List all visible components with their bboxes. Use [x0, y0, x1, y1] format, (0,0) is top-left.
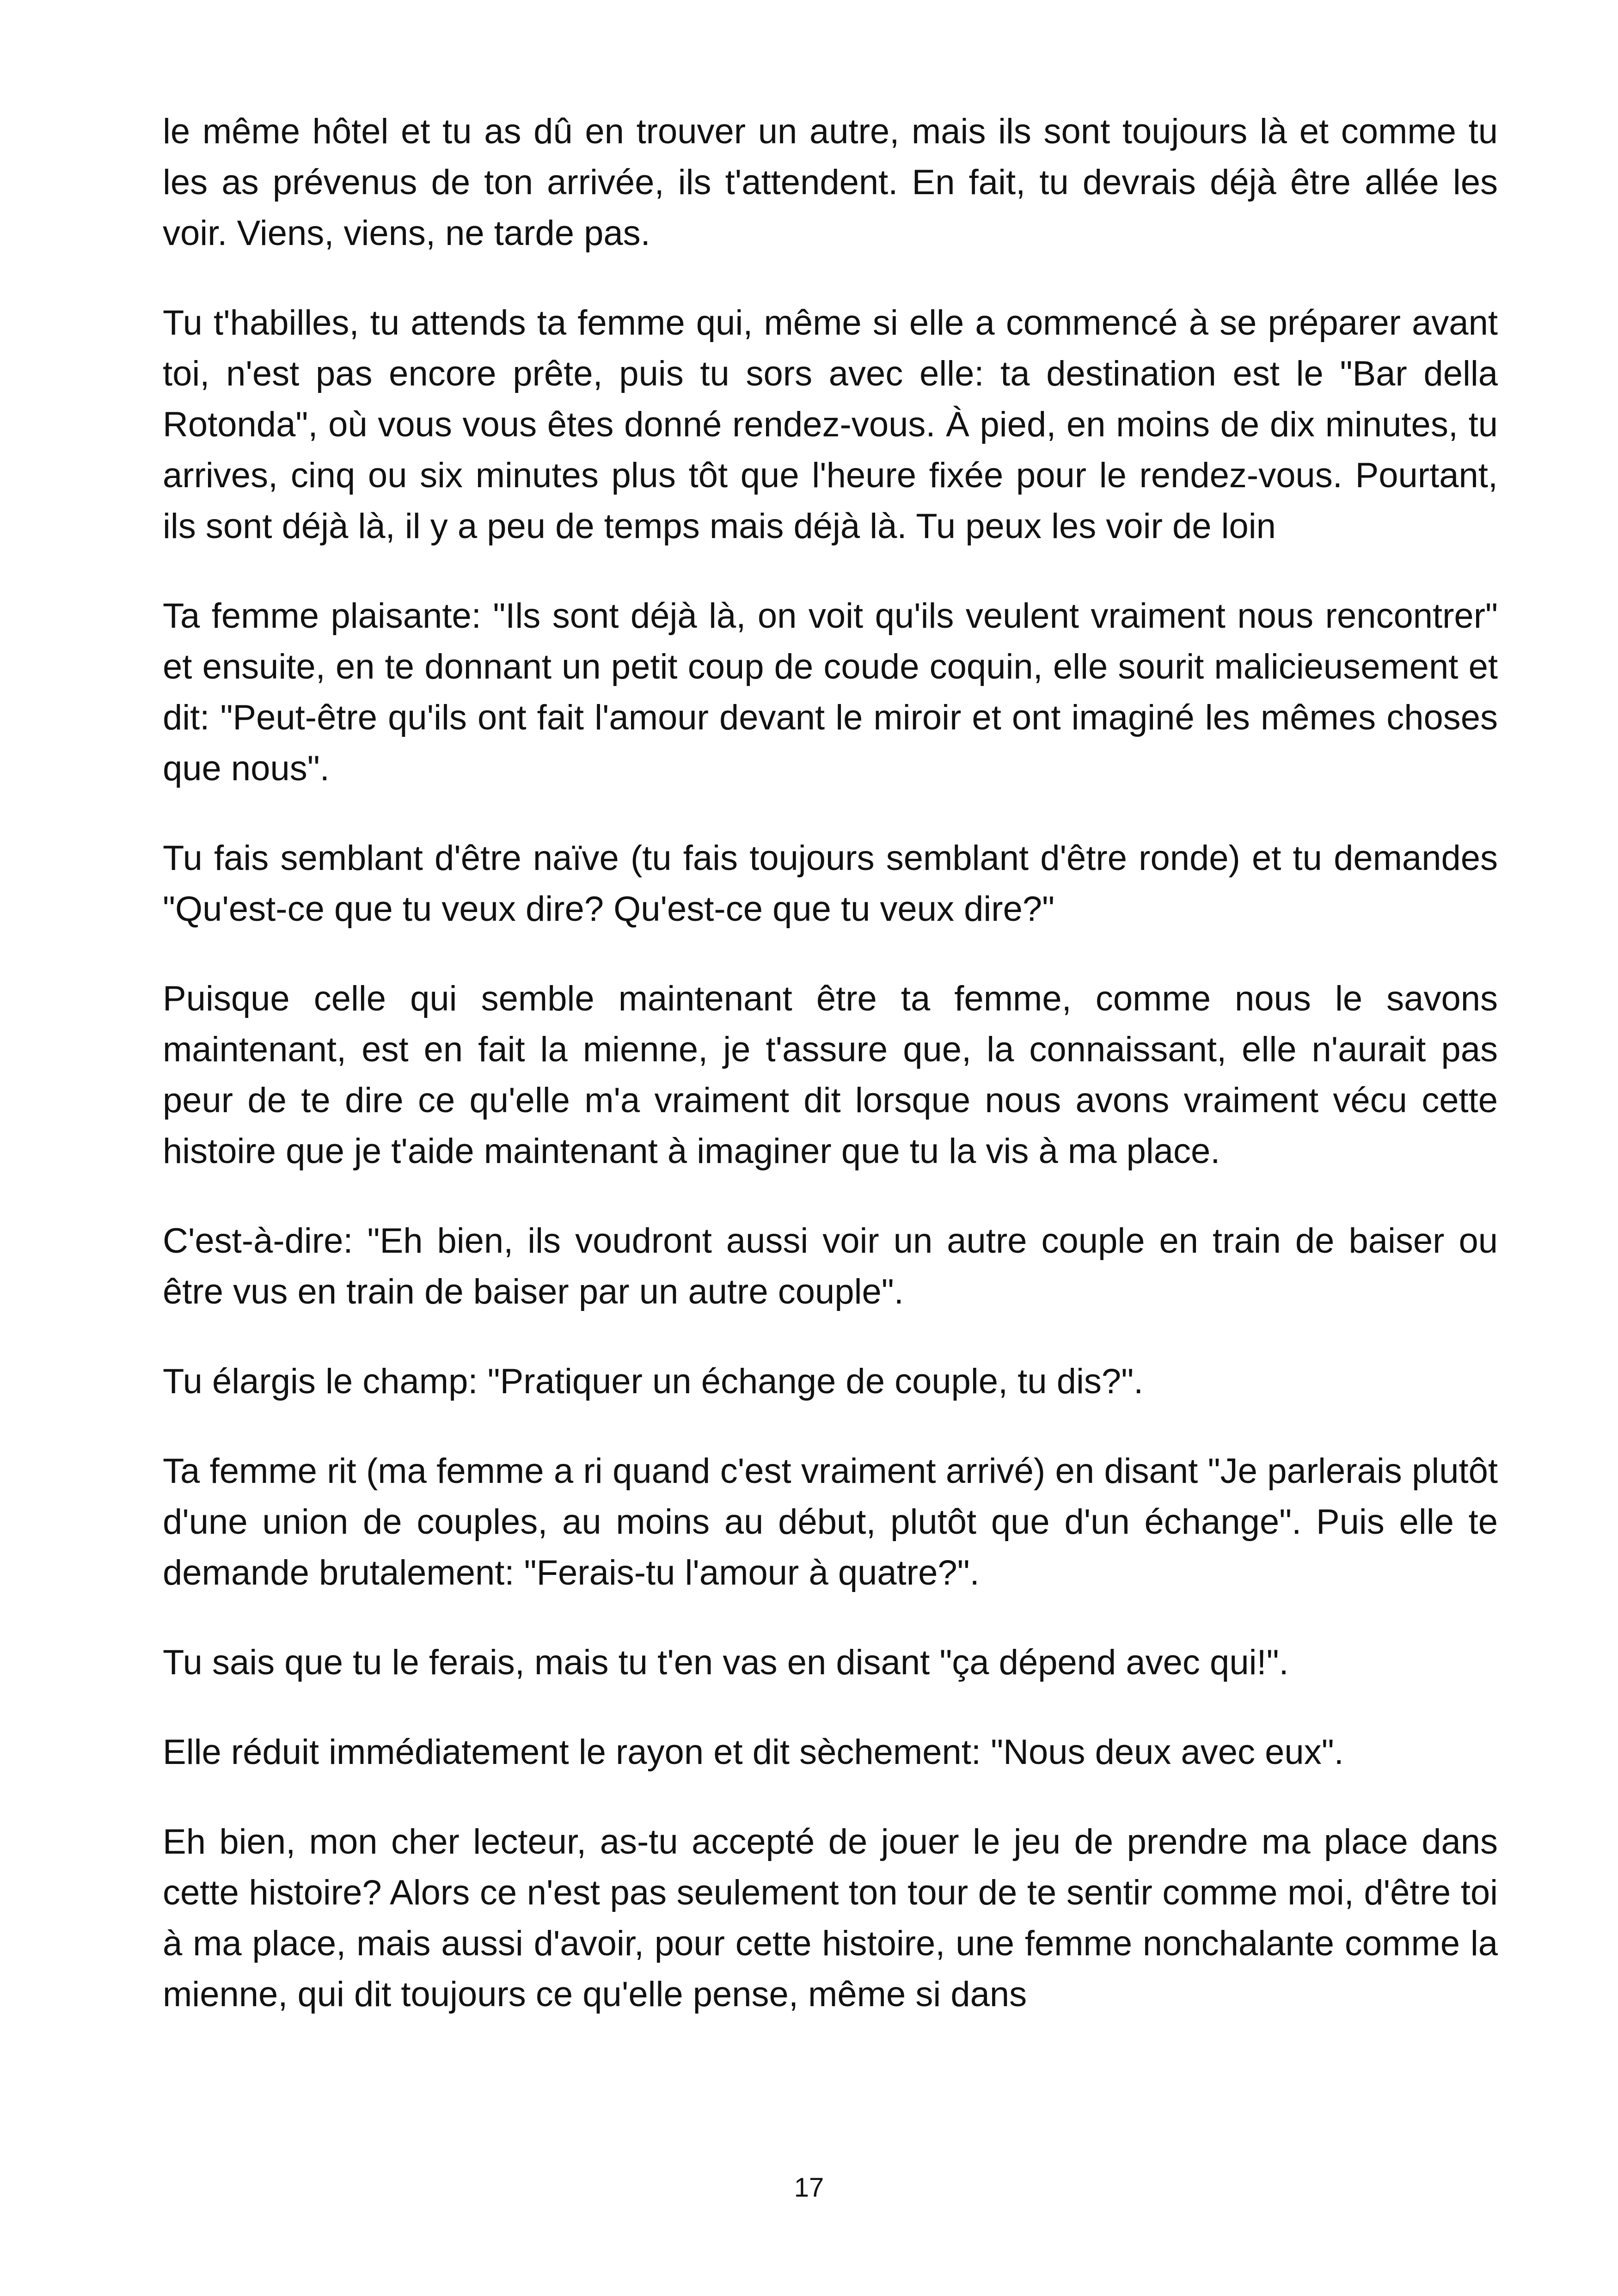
paragraph-4: Tu fais semblant d'être naïve (tu fais toujours semblant d'être ronde) et tu demandes "Qu'est-ce que tu veux dire? Qu'est-ce que tu veux dire?"	[163, 839, 1498, 929]
page-number: 17	[794, 2173, 824, 2203]
paragraph-3: Ta femme plaisante: "Ils sont déjà là, on voit qu'ils veulent vraiment nous rencontrer" et ensuite, en te donnant un petit coup de coude coquin, elle sourit malicieusement et dit: "Peut-être qu'ils ont fait l'amour devant le miroir et ont imaginé les mêmes choses que nous".	[163, 596, 1498, 788]
paragraph-10: Elle réduit immédiatement le rayon et dit sèchement: "Nous deux avec eux".	[163, 1733, 1344, 1772]
paragraph-9: Tu sais que tu le ferais, mais tu t'en vas en disant "ça dépend avec qui!".	[163, 1643, 1289, 1682]
paragraph-11: Eh bien, mon cher lecteur, as-tu accepté de jouer le jeu de prendre ma place dans cette histoire? Alors ce n'est pas seulement ton tour de te sentir comme moi, d'être toi à ma place, mais aussi d'avoir, pour cette histoire, une femme nonchalante comme la mienne, qui dit toujours ce qu'elle pense, même si dans	[163, 1822, 1498, 2014]
paragraph-8: Ta femme rit (ma femme a ri quand c'est vraiment arrivé) en disant "Je parlerais plutôt d'une union de couples, au moins au début, plutôt que d'un échange". Puis elle te demande brutalement: "Ferais-tu l'amour à quatre?".	[163, 1451, 1498, 1592]
paragraph-5: Puisque celle qui semble maintenant être ta femme, comme nous le savons maintenant, est en fait la mienne, je t'assure que, la connaissant, elle n'aurait pas peur de te dire ce qu'elle m'a vraiment dit lorsque nous avons vraiment vécu cette histoire que je t'aide maintenant à imaginer que tu la vis à ma place.	[163, 979, 1498, 1171]
paragraph-7: Tu élargis le champ: "Pratiquer un échange de couple, tu dis?".	[163, 1362, 1144, 1401]
page-body	[163, 106, 1498, 2020]
paragraph-1: le même hôtel et tu as dû en trouver un autre, mais ils sont toujours là et comme tu les as prévenus de ton arrivée, ils t'attendent. En fait, tu devrais déjà être allée les voir. Viens, viens, ne tarde pas.	[163, 112, 1498, 253]
paragraph-2: Tu t'habilles, tu attends ta femme qui, même si elle a commencé à se préparer avant toi, n'est pas encore prête, puis tu sors avec elle: ta destination est le "Bar della Rotonda", où vous vous êtes donné rendez-vous. À pied, en moins de dix minutes, tu arrives, cinq ou six minutes plus tôt que l'heure fixée pour le rendez-vous. Pourtant, ils sont déjà là, il y a peu de temps mais déjà là. Tu peux les voir de loin	[163, 303, 1498, 546]
paragraph-6: C'est-à-dire: "Eh bien, ils voudront aussi voir un autre couple en train de baiser ou être vus en train de baiser par un autre couple".	[163, 1221, 1498, 1311]
